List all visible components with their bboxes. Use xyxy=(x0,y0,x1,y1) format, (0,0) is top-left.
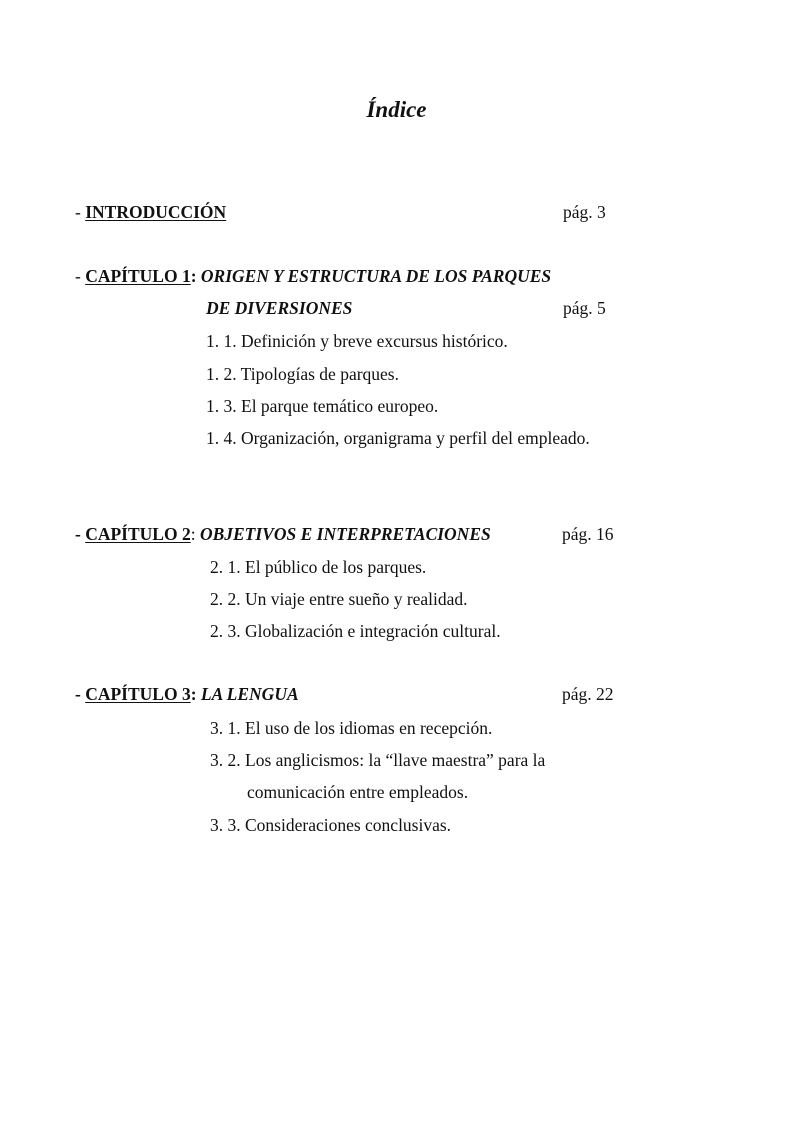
toc-entry-chapter2 xyxy=(75,524,491,544)
chapter3-page-number: pág. 22 xyxy=(562,684,614,704)
toc-entry-chapter1 xyxy=(75,266,551,286)
chapter3-colon: : xyxy=(190,684,197,704)
toc-subentry: 1. 4. Organización, organigrama y perfil del empleado. xyxy=(206,428,590,448)
chapter2-label: CAPÍTULO 2 xyxy=(85,524,191,544)
toc-subentry: 3. 1. El uso de los idiomas en recepción. xyxy=(210,718,493,738)
toc-subentry: 3. 2. Los anglicismos: la “llave maestra” para la xyxy=(210,750,546,770)
chapter2-colon: : xyxy=(190,524,196,544)
entry-dash: - xyxy=(75,266,86,286)
chapter2-title: OBJETIVOS E INTERPRETACIONES xyxy=(199,524,491,544)
toc-subentry-continuation: comunicación entre empleados. xyxy=(247,782,469,802)
entry-dash: - xyxy=(75,202,86,222)
toc-entry-chapter3 xyxy=(75,684,299,704)
toc-subentry: 3. 3. Consideraciones conclusivas. xyxy=(210,815,452,835)
chapter1-page-number: pág. 5 xyxy=(563,298,606,318)
page-title: Índice xyxy=(366,97,427,122)
toc-subentry: 2. 2. Un viaje entre sueño y realidad. xyxy=(210,589,468,609)
entry-dash: - xyxy=(75,524,86,544)
toc-subentry: 1. 2. Tipologías de parques. xyxy=(206,364,399,384)
toc-subentry: 2. 3. Globalización e integración cultural. xyxy=(210,621,501,641)
entry-dash: - xyxy=(75,684,86,704)
chapter3-label: CAPÍTULO 3 xyxy=(85,684,191,704)
toc-entry-introduccion xyxy=(75,202,226,222)
intro-page-number: pág. 3 xyxy=(563,202,606,222)
chapter1-title-line2: DE DIVERSIONES xyxy=(206,298,353,318)
toc-subentry: 2. 1. El público de los parques. xyxy=(210,557,427,577)
chapter1-title-line1: ORIGEN Y ESTRUCTURA DE LOS PARQUES xyxy=(200,266,552,286)
chapter3-title: LA LENGUA xyxy=(200,684,299,704)
toc-subentry: 1. 1. Definición y breve excursus histórico. xyxy=(206,331,508,351)
intro-label: INTRODUCCIÓN xyxy=(85,202,227,222)
chapter1-label: CAPÍTULO 1 xyxy=(85,266,191,286)
chapter2-page-number: pág. 16 xyxy=(562,524,614,544)
chapter1-colon: : xyxy=(190,266,197,286)
toc-subentry: 1. 3. El parque temático europeo. xyxy=(206,396,439,416)
